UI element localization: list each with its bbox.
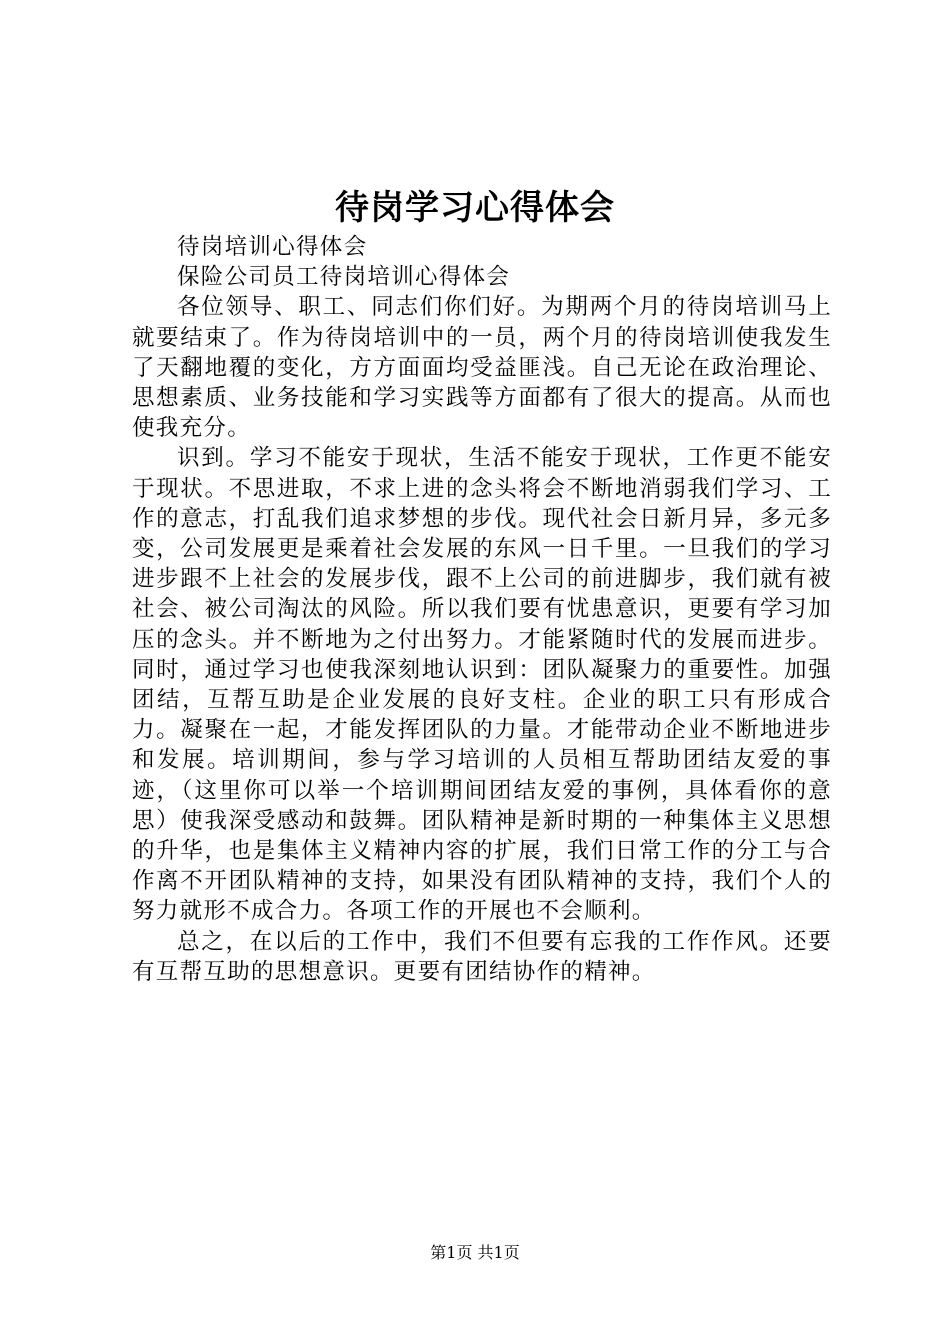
paragraph-subtitle: 待岗培训心得体会 [177, 234, 368, 260]
paragraph-subtitle-2: 保险公司员工待岗培训心得体会 [177, 264, 511, 291]
page-number-footer: 第1页 共1页 [430, 1243, 520, 1262]
document-title: 待岗学习心得体会 [335, 188, 615, 228]
paragraph-main: 识到。学习不能安于现状，生活不能安于现状，工作更不能安于现状。不思进取，不求上进的念头将会不断地消弱我们学习、工作的意志，打乱我们追求梦想的步伐。现代社会日新月异，多元多变，公司发展更是乘着社会发展的东风一日千里。一旦我们的学习进步跟不上社会的发展步伐，跟不上公司的前进脚步，我们就有被社会、被公司淘汰的风险。所以我们要有忧患意识，更要有学习加压的念头。并不断地为之付出努力。才能紧随时代的发展而进步。同时，通过学习也使我深刻地认识到：团队凝聚力的重要性。加强团结，互帮互助是企业发展的良好支柱。企业的职工只有形成合力。凝聚在一起，才能发挥团队的力量。才能带动企业不断地进步和发展。培训期间，参与学习培训的人员相互帮助团结友爱的事迹，（这里你可以举一个培训期间团结友爱的事例，具体看你的意思）使我深受感动和鼓舞。团队精神是新时期的一种集体主义思想的升华，也是集体主义精神内容的扩展，我们日常工作的分工与合作离不开团队精神的支持，如果没有团队精神的支持，我们个人的努力就形不成合力。各项工作的开展也不会顺利。 [132, 445, 832, 925]
paragraph-conclusion: 总之，在以后的工作中，我们不但要有忘我的工作作风。还要有互帮互助的思想意识。更要有团结协作的精神。 [132, 928, 832, 985]
paragraph-intro: 各位领导、职工、同志们你们好。为期两个月的待岗培训马上就要结束了。作为待岗培训中的一员，两个月的待岗培训使我发生了天翻地覆的变化，方方面面均受益匪浅。自己无论在政治理论、思想素质、业务技能和学习实践等方面都有了很大的提高。从而也使我充分。 [132, 294, 832, 442]
document-body [132, 232, 832, 987]
